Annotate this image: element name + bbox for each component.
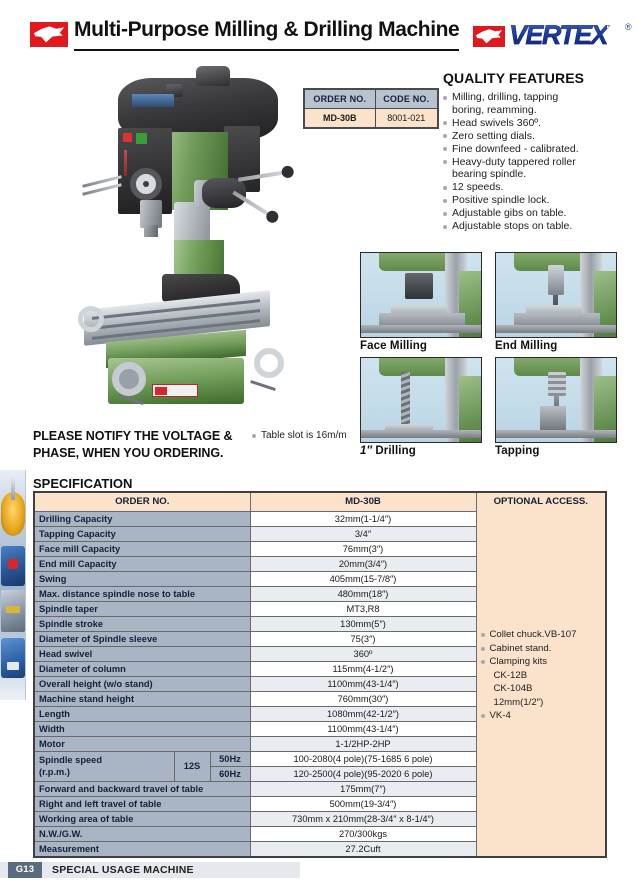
specification-table [33,491,607,858]
optional-access-header: OPTIONAL ACCESS. [493,496,588,507]
spec-label: End mill Capacity [34,556,250,571]
spec-label: Tapping Capacity [34,526,250,541]
spec-value: 76mm(3″) [250,541,476,556]
spec-value: 760mm(30″) [250,691,476,706]
order-table-row [304,109,438,129]
spec-value: 115mm(4-1/2″) [250,661,476,676]
brand-name: VERTEX [509,20,607,50]
face-milling-photo [360,252,482,338]
spec-value: 75(3″) [250,631,476,646]
list-item: Adjustable stops on table. [443,220,637,233]
photo-cell-tapping [495,357,617,457]
tapping-photo [495,357,617,443]
spec-header-row [34,492,606,511]
order-table-header-row [304,89,438,109]
spec-value: 1080mm(42-1/2″) [250,706,476,721]
list-item: Heavy-duty tappered roller [443,156,637,169]
machine-vise-thumbnail [1,546,25,586]
spec-value: 32mm(1-1/4″) [250,511,476,526]
spec-label: Face mill Capacity [34,541,250,556]
list-item: VK-4 [481,709,602,723]
list-item: CK-104B [493,683,533,694]
list-item: 12 speeds. [443,181,637,194]
spec-label: Swing [34,571,250,586]
list-item: Clamping kits [481,655,602,669]
spec-label: Overall height (w/o stand) [34,676,250,691]
spec-order-no-header: ORDER NO. [34,492,250,511]
photo-cell-drilling [360,357,482,457]
photo-cell-end-milling [495,252,617,352]
order-no-header: ORDER NO. [304,89,375,109]
quality-features-section [443,70,637,233]
list-item: bearing spindle. [452,168,527,181]
spec-label: Drilling Capacity [34,511,250,526]
spindle-speed-label [34,751,174,781]
spec-value: 27.2Cuft [250,841,476,857]
list-item: Zero setting dials. [443,130,637,143]
list-item: Fine downfeed - calibrated. [443,143,637,156]
photo-caption: Face Milling [360,340,428,352]
frequency-50hz: 50Hz [210,751,250,766]
spec-label: Motor [34,736,250,751]
voltage-notice [33,428,263,462]
notice-line-2: PHASE, WHEN YOU ORDERING. [33,446,224,460]
spec-value: MT3,R8 [250,601,476,616]
spindle-speed-label-line2: (r.p.m.) [39,767,70,777]
spec-value: 480mm(18″) [250,586,476,601]
photo-caption [360,445,482,457]
spec-label: Spindle taper [34,601,250,616]
title-underline [74,49,459,51]
brand-logo [473,20,637,54]
list-item: Milling, drilling, tapping [443,91,637,104]
spec-label: Forward and backward travel of table [34,781,250,796]
dividing-head-thumbnail [1,638,25,678]
eagle-icon [30,22,68,47]
spec-label: Diameter of column [34,661,250,676]
list-item: Head swivels 360º. [443,117,637,130]
caption-inch-prefix: 1″ [360,445,373,457]
spec-value: 500mm(19-3/4″) [250,796,476,811]
page-footer [0,862,637,878]
caption-text: Drilling [372,445,416,457]
spec-value: 405mm(15-7/8″) [250,571,476,586]
end-milling-photo [495,252,617,338]
spec-value: 360º [250,646,476,661]
order-no-value: MD-30B [304,109,375,129]
spec-model-header: MD-30B [250,492,476,511]
rotary-table-thumbnail [1,492,25,536]
spindle-speed-value-50hz: 100-2080(4 pole)(75-1685 6 pole) [250,751,476,766]
spec-value: 20mm(3/4″) [250,556,476,571]
page-title: Multi-Purpose Milling & Drilling Machine [74,18,460,41]
list-item: boring, reamming. [452,103,537,116]
spec-label: Diameter of Spindle sleeve [34,631,250,646]
spec-value: 1-1/2HP-2HP [250,736,476,751]
code-no-header: CODE NO. [375,89,438,109]
table-slot-note: Table slot is 16m/m [252,430,392,441]
footer-section-label: SPECIAL USAGE MACHINE [52,864,194,876]
spindle-speed-label-line1: Spindle speed [39,755,103,765]
list-item: Collet chuck.VB-107 [481,628,602,642]
clamping-kit-thumbnail [1,590,25,632]
spindle-steps: 12S [174,751,210,781]
spec-label: Measurement [34,841,250,857]
spec-label: Length [34,706,250,721]
spec-label: Max. distance spindle nose to table [34,586,250,601]
spec-label: Working area of table [34,811,250,826]
spec-label: N.W./G.W. [34,826,250,841]
spec-value: 175mm(7″) [250,781,476,796]
page-header [30,18,632,56]
quality-features-list [443,91,637,233]
spec-label: Right and left travel of table [34,796,250,811]
side-decoration-strip [0,470,26,700]
photo-caption: End Milling [495,340,558,352]
optional-access-column [476,492,606,857]
spec-value: 1100mm(43-1/4″) [250,721,476,736]
photo-caption: Tapping [495,445,540,457]
spindle-speed-value-60hz: 120-2500(4 pole)(95-2020 6 pole) [250,766,476,781]
spec-label: Width [34,721,250,736]
list-item: Positive spindle lock. [443,194,637,207]
spec-label: Head swivel [34,646,250,661]
spec-value: 1100mm(43-1/4″) [250,676,476,691]
registered-mark: ® [625,22,632,32]
list-item: CK-12B [493,669,528,681]
order-number-table [303,88,439,129]
product-photo-milling-machine [78,62,338,422]
brand-eagle-icon [473,26,505,47]
notice-line-1: PLEASE NOTIFY THE VOLTAGE & [33,429,233,443]
frequency-60hz: 60Hz [210,766,250,781]
code-no-value: 8001-021 [375,109,438,129]
quality-features-heading: QUALITY FEATURES [443,70,585,86]
list-item: Adjustable gibs on table. [443,207,637,220]
spec-label: Spindle stroke [34,616,250,631]
spec-value: 130mm(5″) [250,616,476,631]
photo-cell-face-milling [360,252,482,352]
list-item: Cabinet stand. [481,642,602,656]
optional-access-list [481,628,602,723]
spec-label: Machine stand height [34,691,250,706]
specification-heading: SPECIFICATION [33,476,133,491]
spec-value: 3/4″ [250,526,476,541]
spec-value: 270/300kgs [250,826,476,841]
list-item: 12mm(1/2″) [493,696,544,708]
page-number-badge: G13 [8,862,42,878]
spec-value: 730mm x 210mm(28-3/4″ x 8-1/4″) [250,811,476,826]
process-photo-gallery [360,252,620,457]
